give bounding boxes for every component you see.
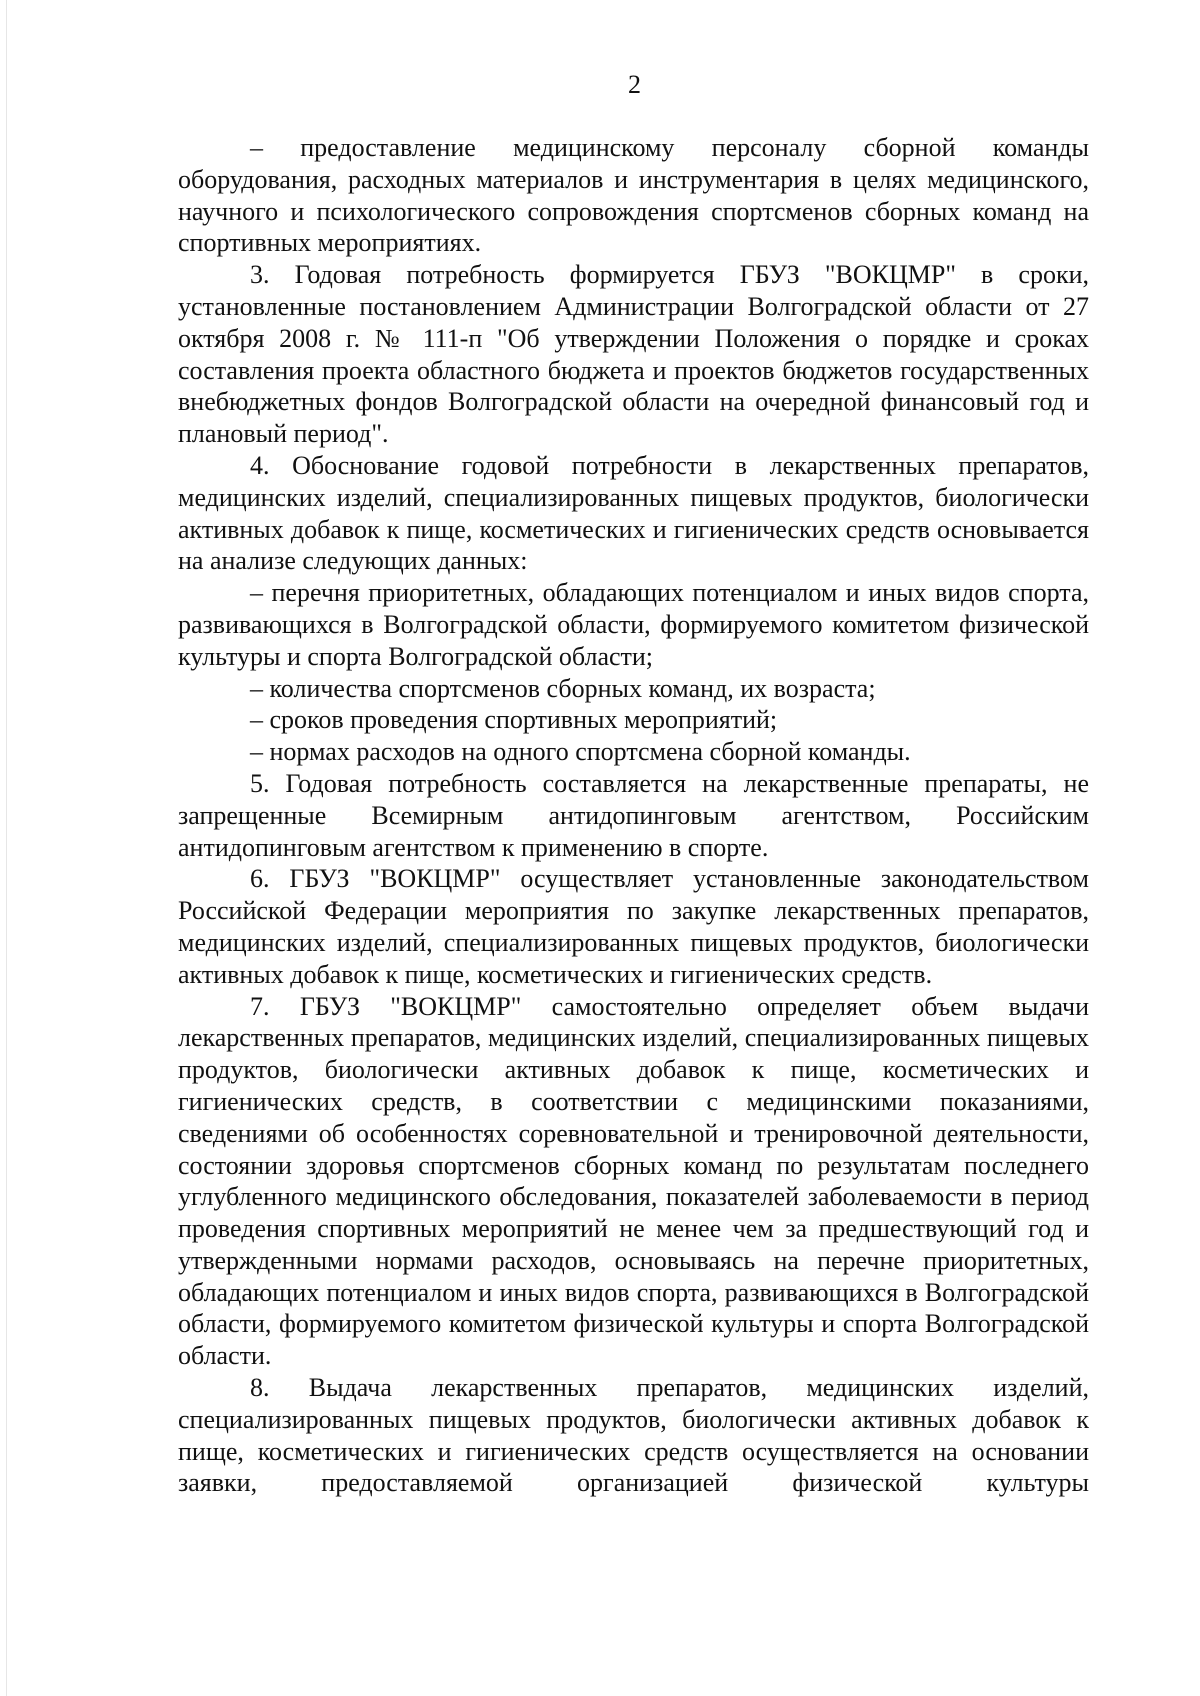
paragraph-4-justification: 4. Обоснование годовой потребности в лекарственных препаратов, медицинских изделий, специализированных пищевых продуктов, биологически активных добавок к пище, косметических и гигиенических средств основывается на анализе следующих данных:	[178, 450, 1089, 576]
paragraph-5-permitted-drugs: 5. Годовая потребность составляется на лекарственные препараты, не запрещенные Всемирным антидопинговым агентством, Российским антидопинговым агентством к применению в спорте.	[178, 768, 1089, 862]
paragraph-list-item-equipment: – предоставление медицинскому персоналу сборной команды оборудования, расходных материалов и инструментария в целях медицинского, научного и психологического сопровождения спортсменов сборных команд на спортивных мероприятиях.	[178, 133, 1089, 258]
page-number: 2	[628, 70, 641, 99]
paragraph-3-annual-need-deadlines: 3. Годовая потребность формируется ГБУЗ "ВОКЦМР" в сроки, установленные постановлением Администрации Волгоградской области от 27 октября 2008 г. № 111-п "Об утверждении Положения о порядке и сроках составления проекта областного бюджета и проектов бюджетов государственных внебюджетных фондов Волгоградской области на очередной финансовый год и плановый период".	[178, 260, 1089, 449]
paragraph-list-item-event-dates: – сроков проведения спортивных мероприятий;	[250, 705, 778, 735]
paragraph-list-item-expense-norms: – нормах расходов на одного спортсмена сборной команды.	[250, 737, 911, 767]
paragraph-8-issue-basis: 8. Выдача лекарственных препаратов, медицинских изделий, специализированных пищевых продуктов, биологически активных добавок к пище, косметических и гигиенических средств осуществляется на основании заявки, предоставляемой организацией физической культуры	[178, 1373, 1089, 1498]
paragraph-6-procurement: 6. ГБУЗ "ВОКЦМР" осуществляет установленные законодательством Российской Федерации мероприятия по закупке лекарственных препаратов, медицинских изделий, специализированных пищевых продуктов, биологически активных добавок к пище, косметических и гигиенических средств.	[178, 864, 1089, 989]
paragraph-list-item-sports-list: – перечня приоритетных, обладающих потенциалом и иных видов спорта, развивающихся в Волгоградской области, формируемого комитетом физической культуры и спорта Волгоградской области;	[178, 578, 1089, 671]
paragraph-list-item-athlete-count: – количества спортсменов сборных команд, их возраста;	[250, 673, 876, 703]
document-body	[178, 132, 1089, 1499]
page-edge	[6, 0, 7, 1696]
paragraph-7-issue-volume: 7. ГБУЗ "ВОКЦМР" самостоятельно определяет объем выдачи лекарственных препаратов, медицинских изделий, специализированных пищевых продуктов, биологически активных добавок к пище, косметических и гигиенических средств, в соответствии с медицинскими показаниями, сведениями об особенностях соревновательной и тренировочной деятельности, состоянии здоровья спортсменов сборных команд по результатам последнего углубленного медицинского обследования, показателей заболеваемости в период проведения спортивных мероприятий не менее чем за предшествующий год и утвержденными нормами расходов, основываясь на перечне приоритетных, обладающих потенциалом и иных видов спорта, развивающихся в Волгоградской области, формируемого комитетом физической культуры и спорта Волгоградской области.	[178, 991, 1089, 1371]
